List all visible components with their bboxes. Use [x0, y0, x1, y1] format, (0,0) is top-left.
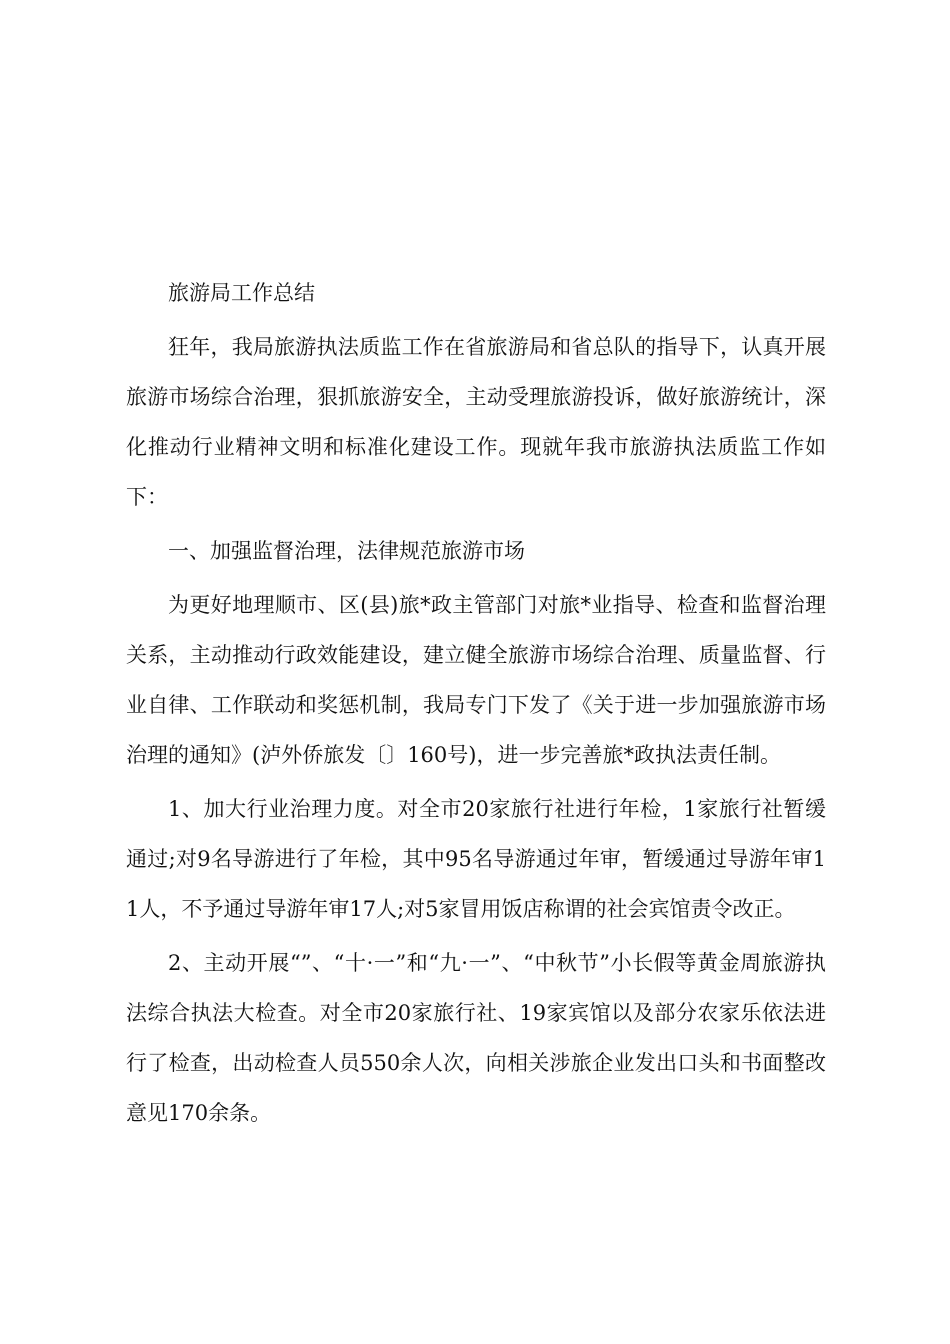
paragraph-section-1: 为更好地理顺市、区(县)旅*政主管部门对旅*业指导、检查和监督治理关系，主动推动行政效能建设，建立健全旅游市场综合治理、质量监督、行业自律、工作联动和奖惩机制，我局专门下发了《关于进一步加强旅游市场治理的通知》(泸外侨旅发〔〕160号)，进一步完善旅*政执法责任制。 — [126, 593, 826, 767]
paragraph-item-2: 2、主动开展“”、“十·一”和“九·一”、“中秋节”小长假等黄金周旅游执法综合执法大检查。对全市20家旅行社、19家宾馆以及部分农家乐依法进行了检查，出动检查人员550余人次，向相关涉旅企业发出口头和书面整改意见170余条。 — [126, 951, 826, 1125]
document-title: 旅游局工作总结 — [168, 281, 315, 305]
paragraph-item-1: 1、加大行业治理力度。对全市20家旅行社进行年检，1家旅行社暂缓通过;对9名导游进行了年检，其中95名导游通过年审，暂缓通过导游年审11人，不予通过导游年审17人;对5家冒用饭店称谓的社会宾馆责令改正。 — [126, 797, 826, 921]
paragraph-intro: 狂年，我局旅游执法质监工作在省旅游局和省总队的指导下，认真开展旅游市场综合治理，狠抓旅游安全，主动受理旅游投诉，做好旅游统计，深化推动行业精神文明和标准化建设工作。现就年我市旅游执法质监工作如下： — [126, 335, 826, 509]
section-heading-1: 一、加强监督治理，法律规范旅游市场 — [168, 539, 525, 563]
document-body — [126, 268, 826, 1138]
